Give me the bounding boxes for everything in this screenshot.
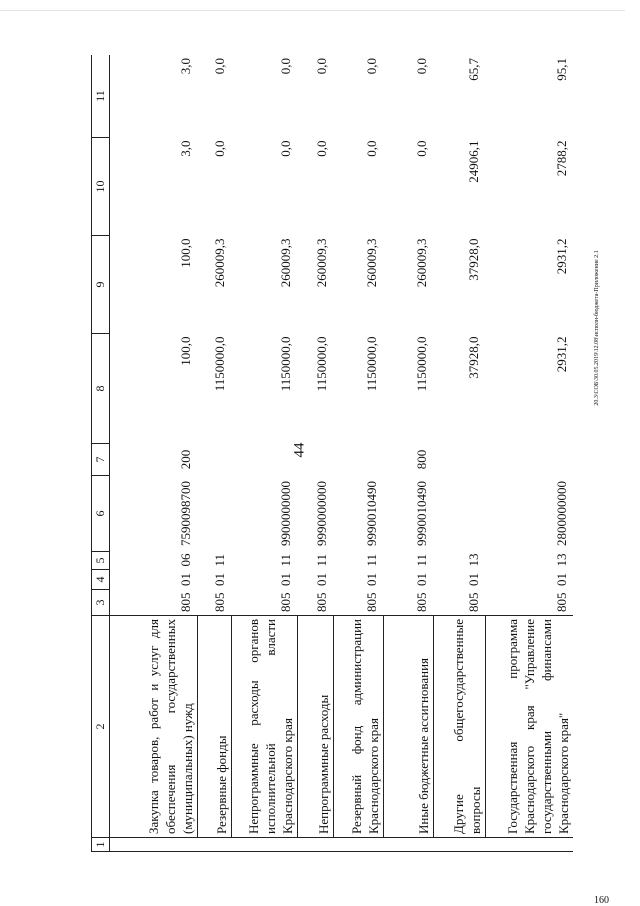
header-cell: 10 bbox=[92, 138, 110, 236]
cell-plan: 260009,3 bbox=[277, 238, 293, 288]
cell-expense-type: 200 bbox=[177, 449, 193, 470]
cell-section: 01 bbox=[313, 573, 329, 586]
cell-subsection: 11 bbox=[211, 553, 227, 567]
cell-section: 01 bbox=[177, 573, 193, 586]
cell-subsection: 13 bbox=[553, 553, 569, 567]
cell-subsection: 11 bbox=[313, 553, 329, 567]
cell-plan: 100,0 bbox=[177, 238, 193, 268]
cell-expense-type bbox=[434, 444, 486, 476]
cell-percent: 95,1 bbox=[486, 55, 574, 138]
cell-percent: 0,0 bbox=[232, 55, 298, 138]
cell-percent: 0,0 bbox=[198, 55, 232, 138]
cell-target: 2800000000 bbox=[553, 481, 569, 546]
row-name: Закупка товаров, работ и услуг для обеспечения государственных (муниципальных) нужд bbox=[110, 616, 198, 838]
cell-approved: 1150000,0 bbox=[363, 336, 379, 392]
header-cell: 9 bbox=[92, 236, 110, 334]
cell-executed: 3,0 bbox=[177, 140, 193, 157]
cell-ministry: 805 bbox=[277, 592, 293, 612]
rotated-table bbox=[91, 55, 573, 852]
cell-approved: 1150000,0 bbox=[313, 336, 329, 392]
cell-subsection: 13 bbox=[465, 553, 481, 567]
cell-section: 01 bbox=[413, 573, 429, 586]
cell-expense-type bbox=[198, 444, 232, 476]
cell-ministry: 805 bbox=[553, 592, 569, 612]
cell-plan: 260009,3 bbox=[313, 238, 329, 288]
table-container bbox=[91, 55, 573, 852]
cell-section: 01 bbox=[363, 573, 379, 586]
cell-subsection: 11 bbox=[413, 553, 429, 567]
header-cell: 3 bbox=[92, 590, 110, 616]
cell-approved: 1150000,0 bbox=[277, 336, 293, 392]
cell-target: 9990010490 bbox=[363, 481, 379, 546]
cell-approved: 100,0 bbox=[177, 336, 193, 366]
table-row bbox=[486, 55, 574, 852]
cell-ministry: 805 bbox=[465, 592, 481, 612]
header-cell: 11 bbox=[92, 55, 110, 138]
cell-executed: 0,0 bbox=[363, 140, 379, 157]
cell-subsection: 11 bbox=[363, 553, 379, 567]
top-rule bbox=[0, 10, 625, 11]
table-row bbox=[384, 55, 434, 852]
cell-subsection: 11 bbox=[277, 553, 293, 567]
cell-percent: 65,7 bbox=[434, 55, 486, 138]
cell-executed: 0,0 bbox=[313, 140, 329, 157]
page-number: 44 bbox=[291, 442, 308, 458]
footer-code: 20.3\СОБ\30.05.2019\12.08\исполн-бюджета-Приложение 2.1 bbox=[594, 250, 600, 406]
cell-executed: 24906,1 bbox=[465, 140, 481, 183]
header-cell: 7 bbox=[92, 444, 110, 476]
cell-target bbox=[434, 476, 486, 552]
cell-section: 01 bbox=[277, 573, 293, 586]
cell-section: 01 bbox=[211, 573, 227, 586]
cell-plan: 37928,0 bbox=[465, 238, 481, 281]
cell-target: 9900000000 bbox=[277, 481, 293, 546]
cell-plan: 260009,3 bbox=[363, 238, 379, 288]
cell-ministry: 805 bbox=[177, 592, 193, 612]
cell-plan: 260009,3 bbox=[413, 238, 429, 288]
header-cell: 8 bbox=[92, 334, 110, 444]
cell-ministry: 805 bbox=[313, 592, 329, 612]
cell-percent: 0,0 bbox=[384, 55, 434, 138]
table-row bbox=[298, 55, 334, 852]
cell-target bbox=[198, 476, 232, 552]
cell-executed: 0,0 bbox=[277, 140, 293, 157]
cell-ministry: 805 bbox=[211, 592, 227, 612]
cell-plan: 260009,3 bbox=[211, 238, 227, 288]
header-cell: 5 bbox=[92, 552, 110, 570]
cell-executed: 2788,2 bbox=[553, 140, 569, 177]
table-row bbox=[434, 55, 486, 852]
header-row bbox=[92, 55, 110, 852]
cell-expense-type bbox=[334, 444, 384, 476]
cell-percent: 0,0 bbox=[298, 55, 334, 138]
cell-target: 9990010490 bbox=[413, 481, 429, 546]
header-cell: 6 bbox=[92, 476, 110, 552]
cell-approved: 1150000,0 bbox=[211, 336, 227, 392]
cell-expense-type bbox=[486, 444, 574, 476]
cell-expense-type bbox=[298, 444, 334, 476]
cell-ministry: 805 bbox=[413, 592, 429, 612]
cell-expense-type: 800 bbox=[413, 449, 429, 470]
header-cell: 2 bbox=[92, 616, 110, 838]
cell-target: 7590098700 bbox=[177, 481, 193, 546]
cell-executed: 0,0 bbox=[211, 140, 227, 157]
table-row bbox=[110, 55, 198, 852]
cell-approved: 37928,0 bbox=[465, 336, 481, 379]
cell-executed: 0,0 bbox=[413, 140, 429, 157]
cell-section: 01 bbox=[553, 573, 569, 586]
corner-number: 160 bbox=[594, 895, 609, 906]
budget-table bbox=[91, 55, 573, 852]
cell-ministry: 805 bbox=[363, 592, 379, 612]
cell-subsection: 06 bbox=[177, 553, 193, 567]
row-name: Другие общегосударственные вопросы bbox=[434, 616, 486, 838]
row-name: Резервный фонд администрации Краснодарского края bbox=[334, 616, 384, 838]
row-name: Непрограммные расходы bbox=[298, 616, 334, 838]
cell-approved: 2931,2 bbox=[553, 336, 569, 373]
cell-approved: 1150000,0 bbox=[413, 336, 429, 392]
cell-percent: 3,0 bbox=[110, 55, 198, 138]
table-row bbox=[334, 55, 384, 852]
cell-expense-type bbox=[232, 444, 298, 476]
row-name: Иные бюджетные ассигнования bbox=[384, 616, 434, 838]
row-name: Непрограммные расходы органов исполнительной власти Краснодарского края bbox=[232, 616, 298, 838]
cell-percent: 0,0 bbox=[334, 55, 384, 138]
cell-section: 01 bbox=[465, 573, 481, 586]
row-name: Государственная программа Краснодарского края "Управление государственными финансами Краснодарского края" bbox=[486, 616, 574, 838]
cell-target: 9990000000 bbox=[313, 481, 329, 546]
header-cell: 1 bbox=[92, 838, 110, 852]
header-cell: 4 bbox=[92, 570, 110, 590]
table-row bbox=[198, 55, 232, 852]
row-name: Резервные фонды bbox=[198, 616, 232, 838]
cell-plan: 2931,2 bbox=[553, 238, 569, 275]
table-row bbox=[232, 55, 298, 852]
